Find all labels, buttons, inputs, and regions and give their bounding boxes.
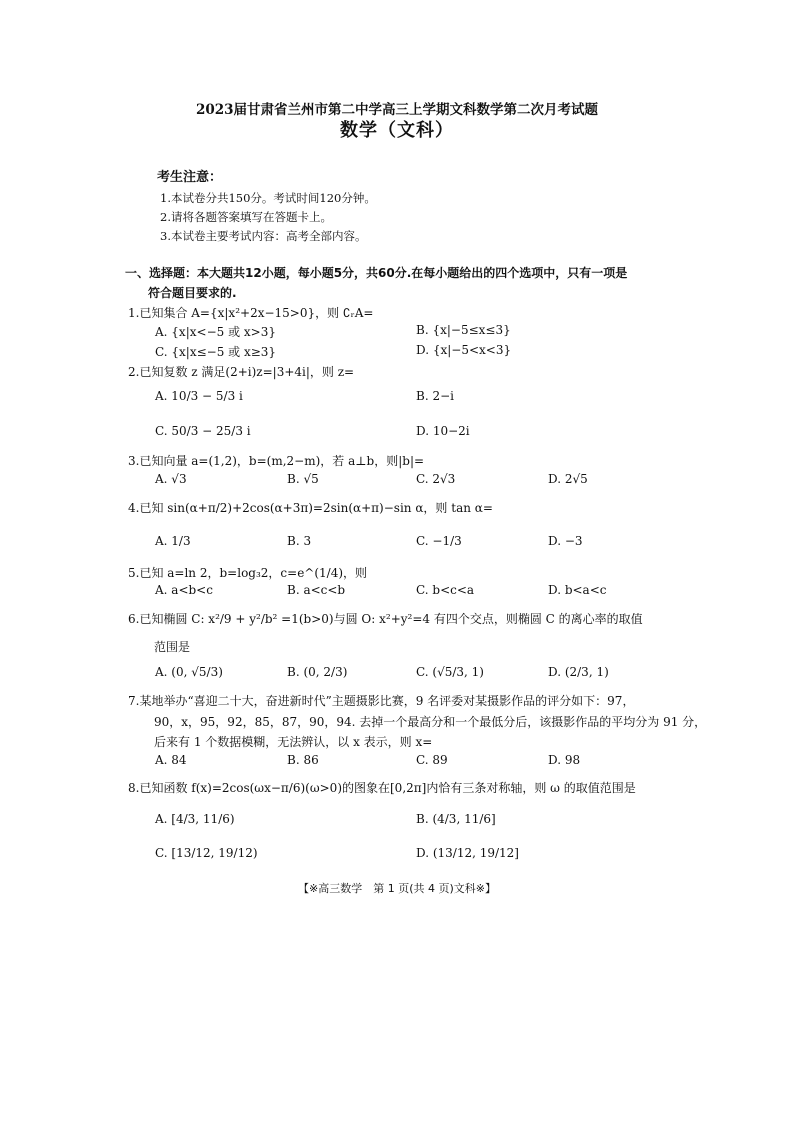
- option-c: C. 89: [416, 753, 448, 767]
- option-b: B. 3: [287, 534, 312, 548]
- question-stem: 7.某地举办“喜迎二十大，奋进新时代”主题摄影比赛，9 名评委对某摄影作品的评分如下：97，: [128, 694, 635, 708]
- option-a: A. 84: [155, 753, 187, 767]
- option-c: C. (√5/3, 1): [416, 665, 484, 679]
- section-heading: 一、选择题：本大题共12小题，每小题5分，共60分.在每小题给出的四个选项中，只有一项是: [125, 266, 628, 280]
- option-d: D. {x|−5<x<3}: [416, 343, 512, 357]
- section-heading-cont: 符合题目要求的.: [148, 286, 237, 300]
- question-stem: 5.已知 a=ln 2，b=log₃2，c=e^(1/4)，则: [128, 566, 368, 580]
- option-a: A. [4/3, 11/6): [155, 812, 235, 826]
- option-c: C. {x|x≤−5 或 x≥3}: [155, 345, 277, 359]
- notice-item: 1.本试卷分共150分。考试时间120分钟。: [160, 191, 376, 205]
- question-stem-cont: 范围是: [154, 640, 191, 654]
- notice-heading: 考生注意：: [157, 170, 223, 185]
- option-d: D. (13/12, 19/12]: [416, 846, 519, 860]
- option-b: B. 86: [287, 753, 319, 767]
- notice-item: 2.请将各题答案填写在答题卡上。: [160, 210, 332, 224]
- option-b: B. (4/3, 11/6]: [416, 812, 496, 826]
- option-b: B. 2−i: [416, 389, 454, 403]
- option-b: B. {x|−5≤x≤3}: [416, 323, 511, 337]
- exam-title: 2023届甘肃省兰州市第二中学高三上学期文科数学第二次月考试题: [195, 102, 599, 118]
- option-c: C. b<c<a: [416, 583, 475, 597]
- option-a: A. (0, √5/3): [155, 665, 223, 679]
- option-d: D. −3: [548, 534, 583, 548]
- question-stem: 4.已知 sin(α+π/2)+2cos(α+3π)=2sin(α+π)−sin α，则 tan α=: [128, 501, 493, 515]
- option-c: C. [13/12, 19/12): [155, 846, 258, 860]
- question-stem: 3.已知向量 a=(1,2)，b=(m,2−m)，若 a⊥b，则|b|=: [128, 454, 425, 468]
- notice-item: 3.本试卷主要考试内容：高考全部内容。: [160, 229, 367, 243]
- option-d: D. (2/3, 1): [548, 665, 609, 679]
- option-b: B. a<c<b: [287, 583, 346, 597]
- option-c: C. 2√3: [416, 472, 456, 486]
- exam-subtitle: 数学（文科）: [340, 120, 454, 141]
- option-b: B. (0, 2/3): [287, 665, 348, 679]
- option-d: D. 2√5: [548, 472, 588, 486]
- question-stem: 8.已知函数 f(x)=2cos(ωx−π/6)(ω>0)的图象在[0,2π]内恰有三条对称轴，则 ω 的取值范围是: [128, 781, 636, 795]
- option-a: A. {x|x<−5 或 x>3}: [155, 325, 276, 339]
- question-stem: 1.已知集合 A={x|x²+2x−15>0}，则 ∁ᵣA=: [128, 306, 374, 320]
- question-stem-cont: 后来有 1 个数据模糊，无法辨认，以 x 表示，则 x=: [154, 735, 433, 749]
- option-a: A. 1/3: [155, 534, 191, 548]
- option-b: B. √5: [287, 472, 319, 486]
- page-footer: 【※高三数学 第 1 页(共 4 页)文科※】: [298, 882, 496, 895]
- option-c: C. −1/3: [416, 534, 462, 548]
- option-d: D. b<a<c: [548, 583, 607, 597]
- option-d: D. 10−2i: [416, 424, 470, 438]
- question-stem: 2.已知复数 z 满足(2+i)z=|3+4i|，则 z=: [128, 365, 355, 379]
- option-c: C. 50/3 − 25/3 i: [155, 424, 251, 438]
- option-a: A. √3: [155, 472, 187, 486]
- option-a: A. a<b<c: [155, 583, 213, 597]
- question-stem: 6.已知椭圆 C: x²/9 + y²/b² =1(b>0)与圆 O: x²+y²=4 有四个交点，则椭圆 C 的离心率的取值: [128, 612, 643, 626]
- option-a: A. 10/3 − 5/3 i: [155, 389, 243, 403]
- option-d: D. 98: [548, 753, 581, 767]
- question-stem-cont: 90，x，95，92，85，87，90，94. 去掉一个最高分和一个最低分后，该摄影作品的平均分为 91 分，: [154, 715, 707, 729]
